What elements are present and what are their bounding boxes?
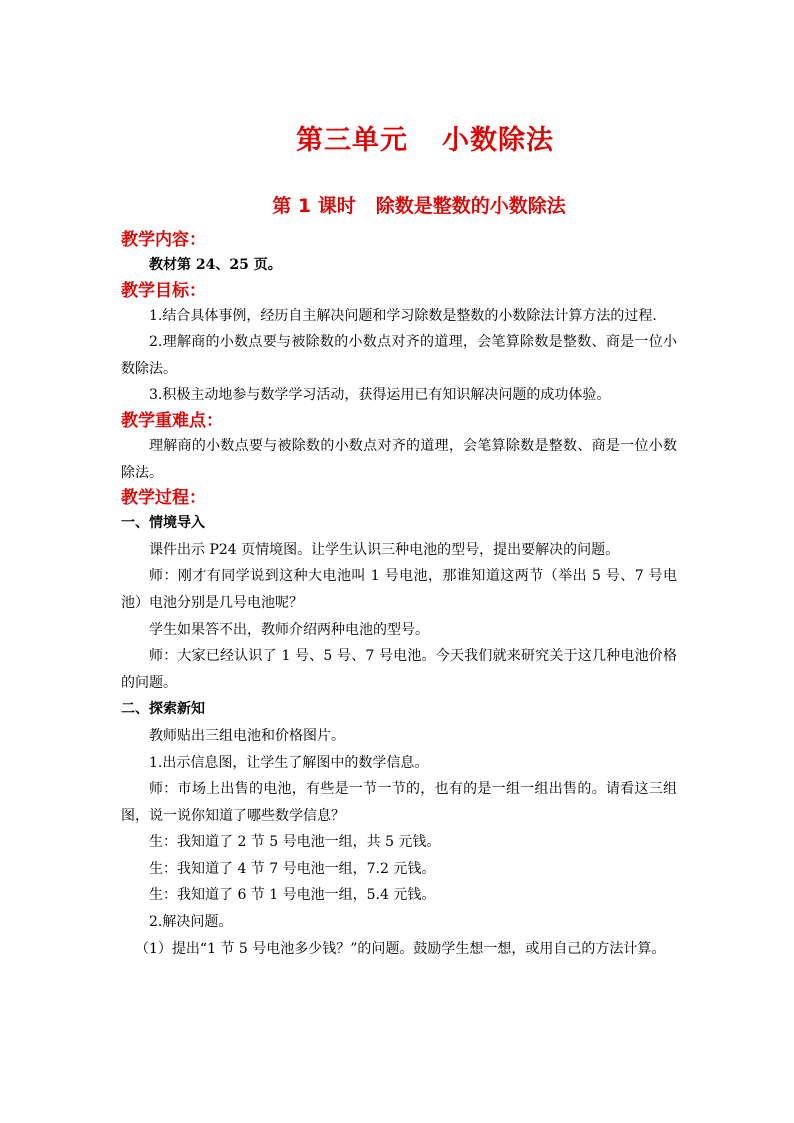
lesson-title	[0, 191, 794, 218]
section-heading-content: 教学内容：	[121, 230, 206, 250]
paragraph: 学生如果答不出，教师介绍两种电池的型号。	[149, 621, 429, 638]
paragraph: 1.出示信息图，让学生了解图中的数学信息。	[149, 754, 429, 771]
document-body	[121, 228, 677, 962]
unit-title-name: 小数除法	[442, 125, 554, 156]
unit-title-number: 第三单元	[296, 125, 408, 156]
section-heading-process: 教学过程：	[121, 488, 206, 509]
subsection-title: 一、情境导入	[121, 515, 205, 532]
paragraph: 生：我知道了 4 节 7 号电池一组，7.2 元钱。	[149, 860, 436, 877]
paragraph: 生：我知道了 6 节 1 号电池一组，5.4 元钱。	[149, 887, 436, 904]
paragraph: 师：刚才有同学说到这种大电池叫 1 号电池，那谁知道这两节（举出 5 号、7 号电池）电池分别是几号电池呢？	[121, 568, 677, 611]
paragraph: 理解商的小数点要与被除数的小数点对齐的道理，会笔算除数是整数、商是一位小数除法。	[121, 437, 677, 481]
paragraph: 师：市场上出售的电池，有些是一节一节的，也有的是一组一组出售的。请看这三组图，说一说你知道了哪些数学信息？	[121, 781, 677, 824]
subsection-title: 二、探索新知	[121, 701, 205, 718]
lesson-title-number: 第 1 课时	[272, 195, 356, 217]
unit-title	[0, 118, 794, 157]
paragraph: 课件出示 P24 页情境图。让学生认识三种电池的型号，提出要解决的问题。	[149, 541, 620, 558]
lesson-title-name: 除数是整数的小数除法	[375, 195, 566, 217]
paragraph: 2.解决问题。	[149, 914, 233, 931]
paragraph: 生：我知道了 2 节 5 号电池一组，共 5 元钱。	[149, 834, 441, 851]
paragraph: 师：大家已经认识了 1 号、5 号、7 号电池。今天我们就来研究关于这几种电池价格的问题。	[121, 648, 677, 691]
paragraph: 教师贴出三组电池和价格图片。	[149, 727, 345, 744]
paragraph: 1.结合具体事例，经历自主解决问题和学习除数是整数的小数除法计算方法的过程.	[149, 307, 657, 324]
paragraph: 3.积极主动地参与数学学习活动，获得运用已有知识解决问题的成功体验。	[149, 387, 611, 404]
section-heading-key-points: 教学重难点：	[121, 410, 223, 431]
section-heading-goals: 教学目标：	[121, 280, 206, 301]
paragraph: 教材第 24、25 页。	[149, 257, 282, 273]
paragraph: （1）提出“1 节 5 号电池多少钱？”的问题。鼓励学生想一想，或用自己的方法计算。	[135, 940, 666, 957]
paragraph: 2.理解商的小数点要与被除数的小数点对齐的道理，会笔算除数是整数、商是一位小数除法。	[121, 334, 677, 377]
